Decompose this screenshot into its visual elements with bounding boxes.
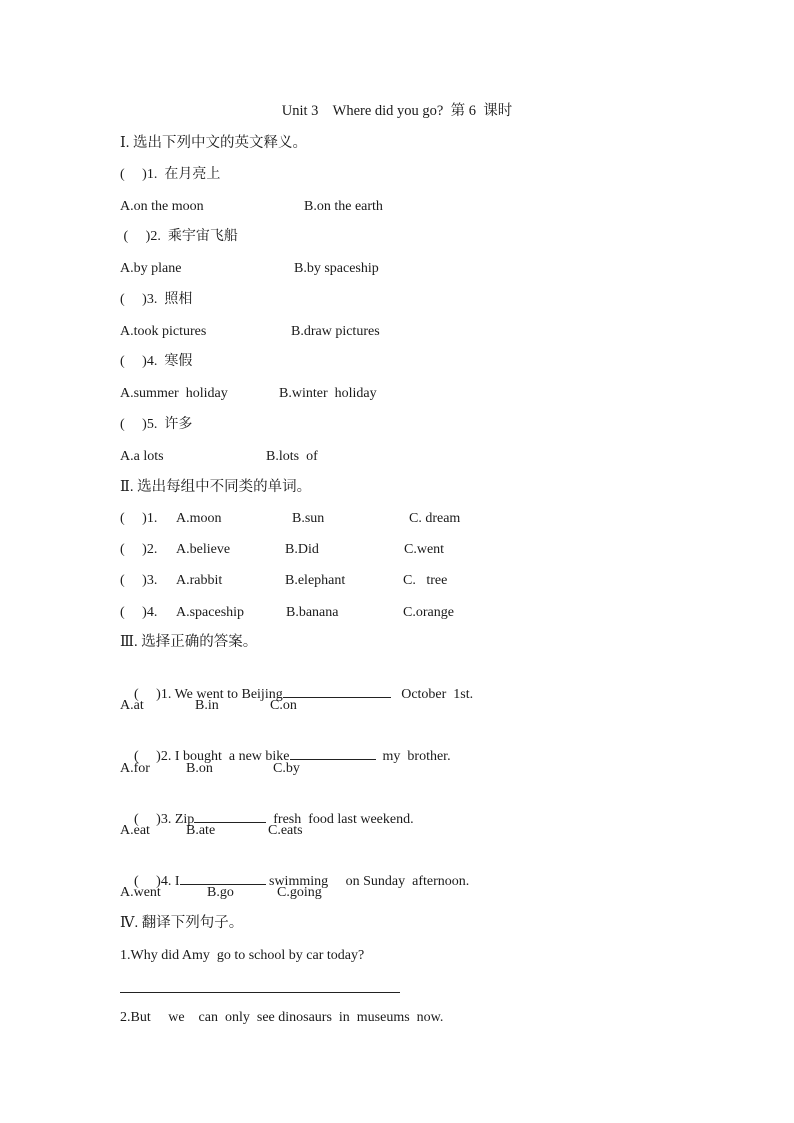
s2-question-1: ( )1. [120, 511, 158, 526]
s2-option-a: A.believe [176, 542, 231, 557]
s1-question-1: ( )1. 在月亮上 [120, 167, 221, 182]
s1-option-a: A.on the moon [120, 199, 204, 214]
s2-question-4: ( )4. [120, 605, 158, 620]
s1-option-b: B.on the earth [304, 199, 383, 214]
section-4-heading: Ⅳ. 翻译下列句子。 [120, 915, 244, 931]
s3-question-4-text: ( )4. I [134, 874, 180, 889]
s4-sentence-2: 2.But we can only see dinosaurs in museums now. [120, 1010, 444, 1025]
s1-question-5: ( )5. 许多 [120, 417, 193, 432]
s2-option-a: A.moon [176, 511, 222, 526]
s3-question-3-tail: fresh food last weekend. [266, 812, 414, 827]
s2-option-b: B.banana [286, 605, 339, 620]
s3-question-2-text: ( )2. I bought a new bike [134, 749, 290, 764]
s2-option-a: A.spaceship [176, 605, 245, 620]
s2-option-c: C. dream [409, 511, 461, 526]
s2-option-c: C.orange [403, 605, 454, 620]
page-title: Unit 3 Where did you go? 第 6 课时 [281, 103, 513, 119]
s3-option-c: C.by [273, 761, 300, 776]
answer-blank[interactable] [194, 809, 266, 823]
s2-option-c: C. tree [403, 573, 448, 588]
answer-line[interactable] [120, 992, 400, 993]
section-2-heading: Ⅱ. 选出每组中不同类的单词。 [120, 479, 312, 495]
s2-question-3: ( )3. [120, 573, 158, 588]
s3-option-a: A.at [120, 698, 144, 713]
s1-option-b: B.winter holiday [279, 386, 377, 401]
answer-blank[interactable] [283, 684, 391, 698]
s1-question-3: ( )3. 照相 [120, 292, 193, 307]
s3-option-c: C.on [270, 698, 297, 713]
section-1-heading: Ⅰ. 选出下列中文的英文释义。 [120, 135, 307, 151]
s3-option-a: A.eat [120, 823, 150, 838]
s2-option-b: B.elephant [285, 573, 346, 588]
answer-blank[interactable] [290, 746, 376, 760]
s3-option-b: B.in [195, 698, 219, 713]
s3-question-1-tail: October 1st. [390, 687, 474, 702]
s4-sentence-1: 1.Why did Amy go to school by car today? [120, 948, 365, 963]
s3-question-2-tail: my brother. [375, 749, 451, 764]
s2-option-a: A.rabbit [176, 573, 223, 588]
s3-question-4-tail: swimming on Sunday afternoon. [265, 874, 470, 889]
s1-question-2: ( )2. 乘宇宙飞船 [120, 229, 238, 244]
s3-option-a: A.went [120, 885, 161, 900]
s3-option-c: C.eats [268, 823, 303, 838]
s1-option-b: B.draw pictures [291, 324, 380, 339]
s3-option-c: C.going [277, 885, 322, 900]
s1-option-a: A.by plane [120, 261, 182, 276]
s1-option-b: B.by spaceship [294, 261, 379, 276]
s2-option-c: C.went [404, 542, 445, 557]
section-3-heading: Ⅲ. 选择正确的答案。 [120, 634, 258, 650]
s3-question-1-text: ( )1. We went to Beijing [134, 687, 283, 702]
s1-option-b: B.lots of [266, 449, 318, 464]
s1-question-4: ( )4. 寒假 [120, 354, 193, 369]
s3-option-b: B.ate [186, 823, 216, 838]
s1-option-a: A.a lots [120, 449, 164, 464]
s3-option-a: A.for [120, 761, 150, 776]
s1-option-a: A.summer holiday [120, 386, 228, 401]
s3-option-b: B.go [207, 885, 234, 900]
answer-blank[interactable] [180, 871, 266, 885]
s3-question-3 [120, 791, 414, 847]
s2-option-b: B.sun [292, 511, 325, 526]
s2-question-2: ( )2. [120, 542, 158, 557]
s3-option-b: B.on [186, 761, 213, 776]
s1-option-a: A.took pictures [120, 324, 207, 339]
s2-option-b: B.Did [285, 542, 319, 557]
s3-question-3-text: ( )3. Zip [134, 812, 195, 827]
